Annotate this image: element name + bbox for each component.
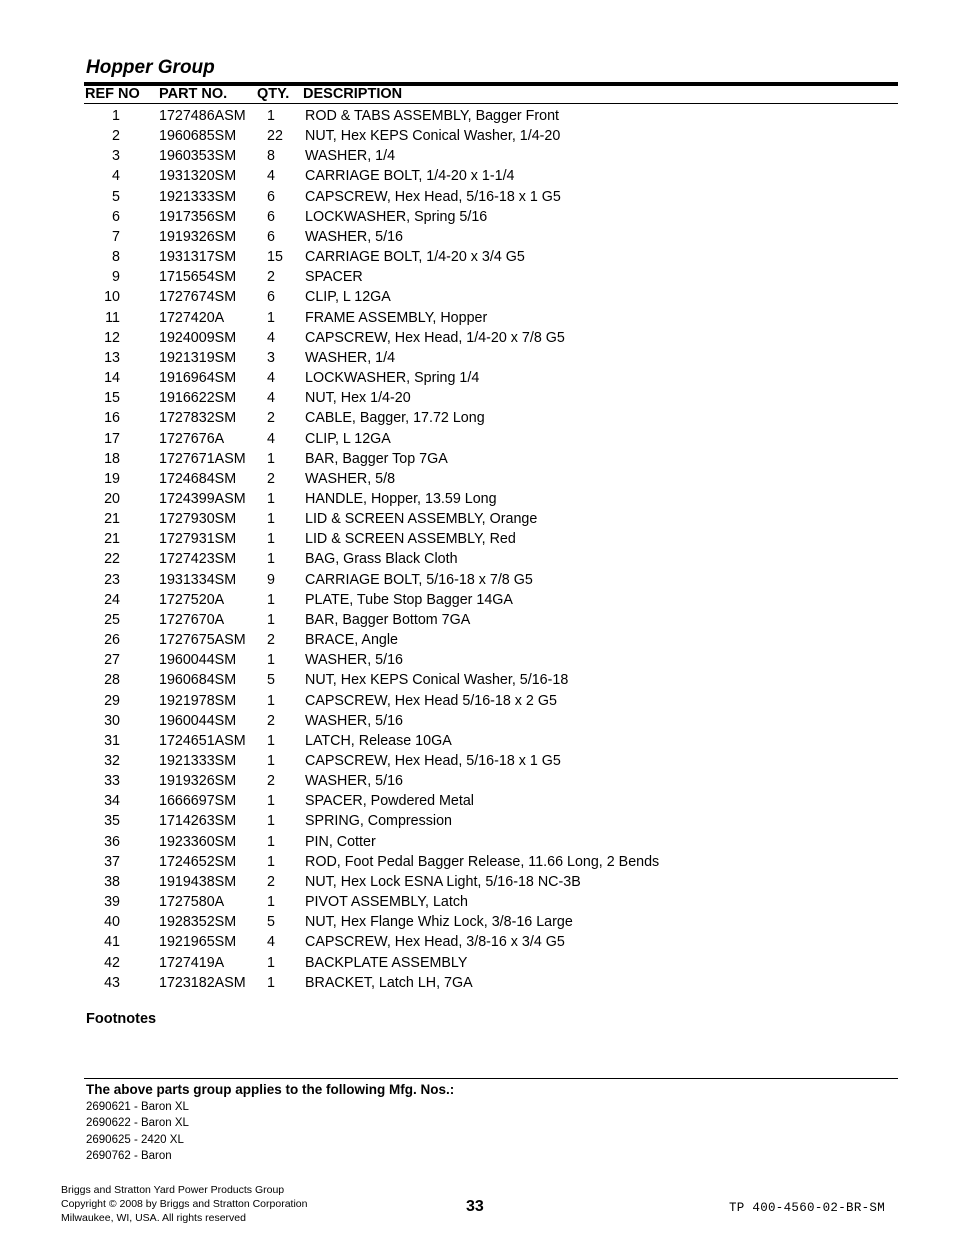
description-cell: HANDLE, Hopper, 13.59 Long [305,490,497,507]
ref-no-cell: 24 [104,591,120,608]
qty-cell: 1 [267,309,275,326]
qty-cell: 2 [267,410,275,427]
ref-no-cell: 14 [104,370,120,387]
qty-cell: 2 [267,773,275,790]
table-row [84,771,898,791]
qty-cell: 1 [267,853,275,870]
description-cell: CAPSCREW, Hex Head, 1/4-20 x 7/8 G5 [305,329,565,346]
description-cell: LOCKWASHER, Spring 1/4 [305,370,480,387]
part-no-cell: 1916622SM [159,390,237,407]
footnotes-heading: Footnotes [86,1011,157,1027]
part-no-cell: 1727676A [159,430,225,447]
table-row [84,670,898,690]
qty-cell: 3 [267,349,275,366]
table-row [84,912,898,932]
ref-no-cell: 11 [105,309,120,326]
description-cell: LATCH, Release 10GA [305,732,452,749]
part-no-cell: 1727670A [159,611,225,628]
description-cell: CABLE, Bagger, 17.72 Long [305,410,485,427]
table-row [84,932,898,952]
qty-cell: 4 [267,370,275,387]
table-row [84,610,898,630]
description-cell: LID & SCREEN ASSEMBLY, Orange [305,511,538,528]
part-no-cell: 1960685SM [159,128,237,145]
ref-no-cell: 20 [104,490,120,507]
description-cell: ROD, Foot Pedal Bagger Release, 11.66 Long, 2 Bends [305,853,660,870]
part-no-cell: 1724652SM [159,853,237,870]
description-cell: CAPSCREW, Hex Head, 3/8-16 x 3/4 G5 [305,934,565,951]
page-number: 33 [466,1198,484,1215]
ref-no-cell: 21 [104,531,120,548]
ref-no-cell: 17 [104,430,120,447]
part-no-cell: 1960044SM [159,712,237,729]
mfg-number-item: 2690762 - Baron [86,1149,172,1162]
qty-cell: 22 [267,128,283,145]
description-cell: CARRIAGE BOLT, 1/4-20 x 3/4 G5 [305,249,525,266]
description-cell: NUT, Hex KEPS Conical Washer, 5/16-18 [305,672,569,689]
table-row [84,791,898,811]
ref-no-cell: 13 [104,349,120,366]
part-no-cell: 1727420A [159,309,225,326]
description-cell: WASHER, 5/16 [305,652,403,669]
description-cell: SPACER [305,269,363,286]
qty-cell: 4 [267,934,275,951]
description-cell: WASHER, 5/16 [305,228,403,245]
ref-no-cell: 37 [104,853,120,870]
qty-cell: 1 [267,652,275,669]
table-row [84,549,898,569]
table-row [84,267,898,287]
ref-no-cell: 1 [112,108,120,124]
part-no-cell: 1921319SM [159,349,237,366]
table-row [84,973,898,993]
ref-no-cell: 16 [104,410,120,427]
description-cell: BRACE, Angle [305,632,398,649]
description-cell: WASHER, 5/16 [305,712,403,729]
parts-table-body [84,106,898,993]
description-cell: CAPSCREW, Hex Head 5/16-18 x 2 G5 [305,692,557,709]
header-part-no: PART NO. [159,86,228,102]
qty-cell: 2 [267,632,275,649]
ref-no-cell: 3 [112,148,120,165]
description-cell: BAR, Bagger Top 7GA [305,450,448,467]
qty-cell: 1 [267,753,275,769]
part-no-cell: 1919438SM [159,873,237,890]
part-no-cell: 1727419A [159,954,225,971]
description-cell: BAR, Bagger Bottom 7GA [305,611,471,628]
description-cell: PIN, Cotter [305,833,376,850]
part-no-cell: 1921333SM [159,188,237,205]
description-cell: PIVOT ASSEMBLY, Latch [305,894,468,911]
table-row [84,247,898,267]
ref-no-cell: 31 [104,732,120,749]
ref-no-cell: 40 [104,914,120,931]
part-no-cell: 1727486ASM [159,108,246,124]
footer-copyright: Copyright © 2008 by Briggs and Stratton Corporation [61,1198,308,1210]
qty-cell: 1 [267,531,275,548]
ref-no-cell: 42 [104,954,120,971]
part-no-cell: 1916964SM [159,370,237,387]
table-row [84,953,898,973]
ref-no-cell: 5 [112,188,120,205]
part-no-cell: 1921965SM [159,934,237,951]
table-row [84,892,898,912]
description-cell: NUT, Hex KEPS Conical Washer, 1/4-20 [305,128,561,145]
description-cell: ROD & TABS ASSEMBLY, Bagger Front [305,108,560,124]
part-no-cell: 1960684SM [159,672,237,689]
ref-no-cell: 6 [112,208,120,225]
part-no-cell: 1931317SM [159,249,237,266]
ref-no-cell: 9 [112,269,120,286]
qty-cell: 1 [267,551,275,568]
ref-no-cell: 12 [104,329,120,346]
qty-cell: 6 [267,208,275,225]
part-no-cell: 1921333SM [159,753,237,769]
ref-no-cell: 29 [104,692,120,709]
part-no-cell: 1666697SM [159,793,237,810]
description-cell: BAG, Grass Black Cloth [305,551,458,568]
mfg-number-item: 2690625 - 2420 XL [86,1133,184,1146]
header-ref-no: REF NO [85,86,140,102]
mfg-number-list [86,1099,189,1164]
part-no-cell: 1727580A [159,894,225,911]
qty-cell: 1 [267,793,275,810]
ref-no-cell: 28 [104,672,120,689]
part-no-cell: 1727832SM [159,410,237,427]
qty-cell: 4 [267,390,275,407]
part-no-cell: 1727674SM [159,289,237,306]
part-no-cell: 1727930SM [159,511,237,528]
part-no-cell: 1727520A [159,591,225,608]
ref-no-cell: 25 [104,611,120,628]
ref-no-cell: 43 [104,974,120,991]
part-no-cell: 1724399ASM [159,490,246,507]
qty-cell: 4 [267,168,275,185]
footer-company: Briggs and Stratton Yard Power Products Group [61,1184,285,1196]
description-cell: CARRIAGE BOLT, 5/16-18 x 7/8 G5 [305,571,533,588]
part-no-cell: 1931320SM [159,168,237,185]
description-cell: WASHER, 5/8 [305,470,396,487]
table-row [84,348,898,368]
ref-no-cell: 33 [104,773,120,790]
table-row [84,570,898,590]
qty-cell: 1 [267,692,275,709]
ref-no-cell: 8 [112,249,120,266]
qty-cell: 1 [267,591,275,608]
part-no-cell: 1715654SM [159,269,237,286]
ref-no-cell: 41 [104,934,120,951]
ref-no-cell: 10 [104,289,120,306]
part-no-cell: 1924009SM [159,329,237,346]
description-cell: CLIP, L 12GA [305,430,391,447]
part-no-cell: 1919326SM [159,773,237,790]
qty-cell: 1 [267,450,275,467]
qty-cell: 2 [267,873,275,890]
qty-cell: 1 [267,813,275,830]
part-no-cell: 1714263SM [159,813,237,830]
description-cell: BRACKET, Latch LH, 7GA [305,974,473,991]
description-cell: WASHER, 5/16 [305,773,403,790]
qty-cell: 4 [267,430,275,447]
ref-no-cell: 15 [104,390,120,407]
description-cell: SPACER, Powdered Metal [305,793,474,810]
table-row [84,731,898,751]
part-no-cell: 1960044SM [159,652,237,669]
header-qty: QTY. [257,86,290,102]
ref-no-cell: 39 [104,894,120,911]
table-row [84,711,898,731]
part-no-cell: 1928352SM [159,914,237,931]
mfg-number-item: 2690621 - Baron XL [86,1101,189,1113]
part-no-cell: 1727675ASM [159,632,246,649]
part-no-cell: 1723182ASM [159,974,246,991]
description-cell: NUT, Hex Lock ESNA Light, 5/16-18 NC-3B [305,873,581,890]
qty-cell: 2 [267,470,275,487]
table-row [84,489,898,509]
table-row [84,630,898,650]
part-no-cell: 1960353SM [159,148,237,165]
qty-cell: 2 [267,712,275,729]
qty-cell: 5 [267,672,275,689]
part-no-cell: 1727671ASM [159,450,246,467]
header-description: DESCRIPTION [303,86,403,102]
table-row [84,650,898,670]
table-row [84,429,898,449]
ref-no-cell: 18 [104,450,120,467]
table-row [84,187,898,207]
footer-location: Milwaukee, WI, USA. All rights reserved [61,1212,246,1224]
description-cell: WASHER, 1/4 [305,148,396,165]
part-no-cell: 1919326SM [159,228,237,245]
applies-heading: The above parts group applies to the following Mfg. Nos.: [86,1082,455,1097]
table-row [84,388,898,408]
qty-cell: 1 [267,954,275,971]
ref-no-cell: 2 [112,128,120,145]
table-row [84,207,898,227]
description-cell: LOCKWASHER, Spring 5/16 [305,208,488,225]
description-cell: NUT, Hex 1/4-20 [305,390,411,407]
part-no-cell: 1921978SM [159,692,237,709]
ref-no-cell: 38 [104,873,120,890]
ref-no-cell: 32 [104,753,120,769]
qty-cell: 1 [267,732,275,749]
table-row [84,509,898,529]
table-row [84,811,898,831]
page-title: Hopper Group [86,57,215,78]
document-id: TP 400-4560-02-BR-SM [729,1201,886,1215]
qty-cell: 1 [267,611,275,628]
description-cell: FRAME ASSEMBLY, Hopper [305,309,488,326]
table-row [84,308,898,328]
ref-no-cell: 26 [104,632,120,649]
table-row [84,872,898,892]
qty-cell: 1 [267,511,275,528]
qty-cell: 1 [267,894,275,911]
ref-no-cell: 23 [104,571,120,588]
ref-no-cell: 30 [104,712,120,729]
part-no-cell: 1923360SM [159,833,237,850]
qty-cell: 6 [267,228,275,245]
ref-no-cell: 21 [104,511,120,528]
part-no-cell: 1727931SM [159,531,237,548]
description-cell: BACKPLATE ASSEMBLY [305,954,468,971]
description-cell: WASHER, 1/4 [305,349,396,366]
table-row [84,852,898,872]
description-cell: SPRING, Compression [305,813,452,830]
mfg-number-item: 2690622 - Baron XL [86,1117,189,1130]
table-row [84,529,898,549]
description-cell: PLATE, Tube Stop Bagger 14GA [305,591,513,608]
ref-no-cell: 7 [112,228,120,245]
table-row [84,751,898,771]
ref-no-cell: 22 [104,551,120,568]
part-no-cell: 1917356SM [159,208,237,225]
ref-no-cell: 4 [112,168,120,185]
qty-cell: 6 [267,188,275,205]
table-row [84,166,898,186]
table-row [84,449,898,469]
part-no-cell: 1727423SM [159,551,237,568]
description-cell: CAPSCREW, Hex Head, 5/16-18 x 1 G5 [305,753,561,769]
qty-cell: 8 [267,148,275,165]
table-row [84,126,898,146]
description-cell: NUT, Hex Flange Whiz Lock, 3/8-16 Large [305,914,573,931]
ref-no-cell: 19 [104,470,120,487]
description-cell: CAPSCREW, Hex Head, 5/16-18 x 1 G5 [305,188,561,205]
qty-cell: 1 [267,490,275,507]
qty-cell: 1 [267,833,275,850]
qty-cell: 4 [267,329,275,346]
table-row [84,287,898,307]
description-cell: CLIP, L 12GA [305,289,391,306]
table-row [84,106,898,126]
ref-no-cell: 35 [104,813,120,830]
part-no-cell: 1724684SM [159,470,237,487]
table-row [84,146,898,166]
description-cell: CARRIAGE BOLT, 1/4-20 x 1-1/4 [305,168,515,185]
table-row [84,368,898,388]
part-no-cell: 1724651ASM [159,732,246,749]
table-row [84,832,898,852]
table-header [84,86,898,104]
ref-no-cell: 27 [104,652,120,669]
table-row [84,590,898,610]
table-row [84,469,898,489]
qty-cell: 1 [267,108,275,124]
footer-company-info [61,1183,307,1225]
table-row [84,408,898,428]
table-row [84,691,898,711]
qty-cell: 1 [267,974,275,991]
qty-cell: 15 [267,249,283,266]
table-row [84,328,898,348]
ref-no-cell: 36 [104,833,120,850]
qty-cell: 6 [267,289,275,306]
ref-no-cell: 34 [104,793,120,810]
qty-cell: 5 [267,914,275,931]
part-no-cell: 1931334SM [159,571,237,588]
table-row [84,227,898,247]
description-cell: LID & SCREEN ASSEMBLY, Red [305,531,516,548]
qty-cell: 9 [267,571,275,588]
qty-cell: 2 [267,269,275,286]
applies-divider [84,1078,898,1079]
